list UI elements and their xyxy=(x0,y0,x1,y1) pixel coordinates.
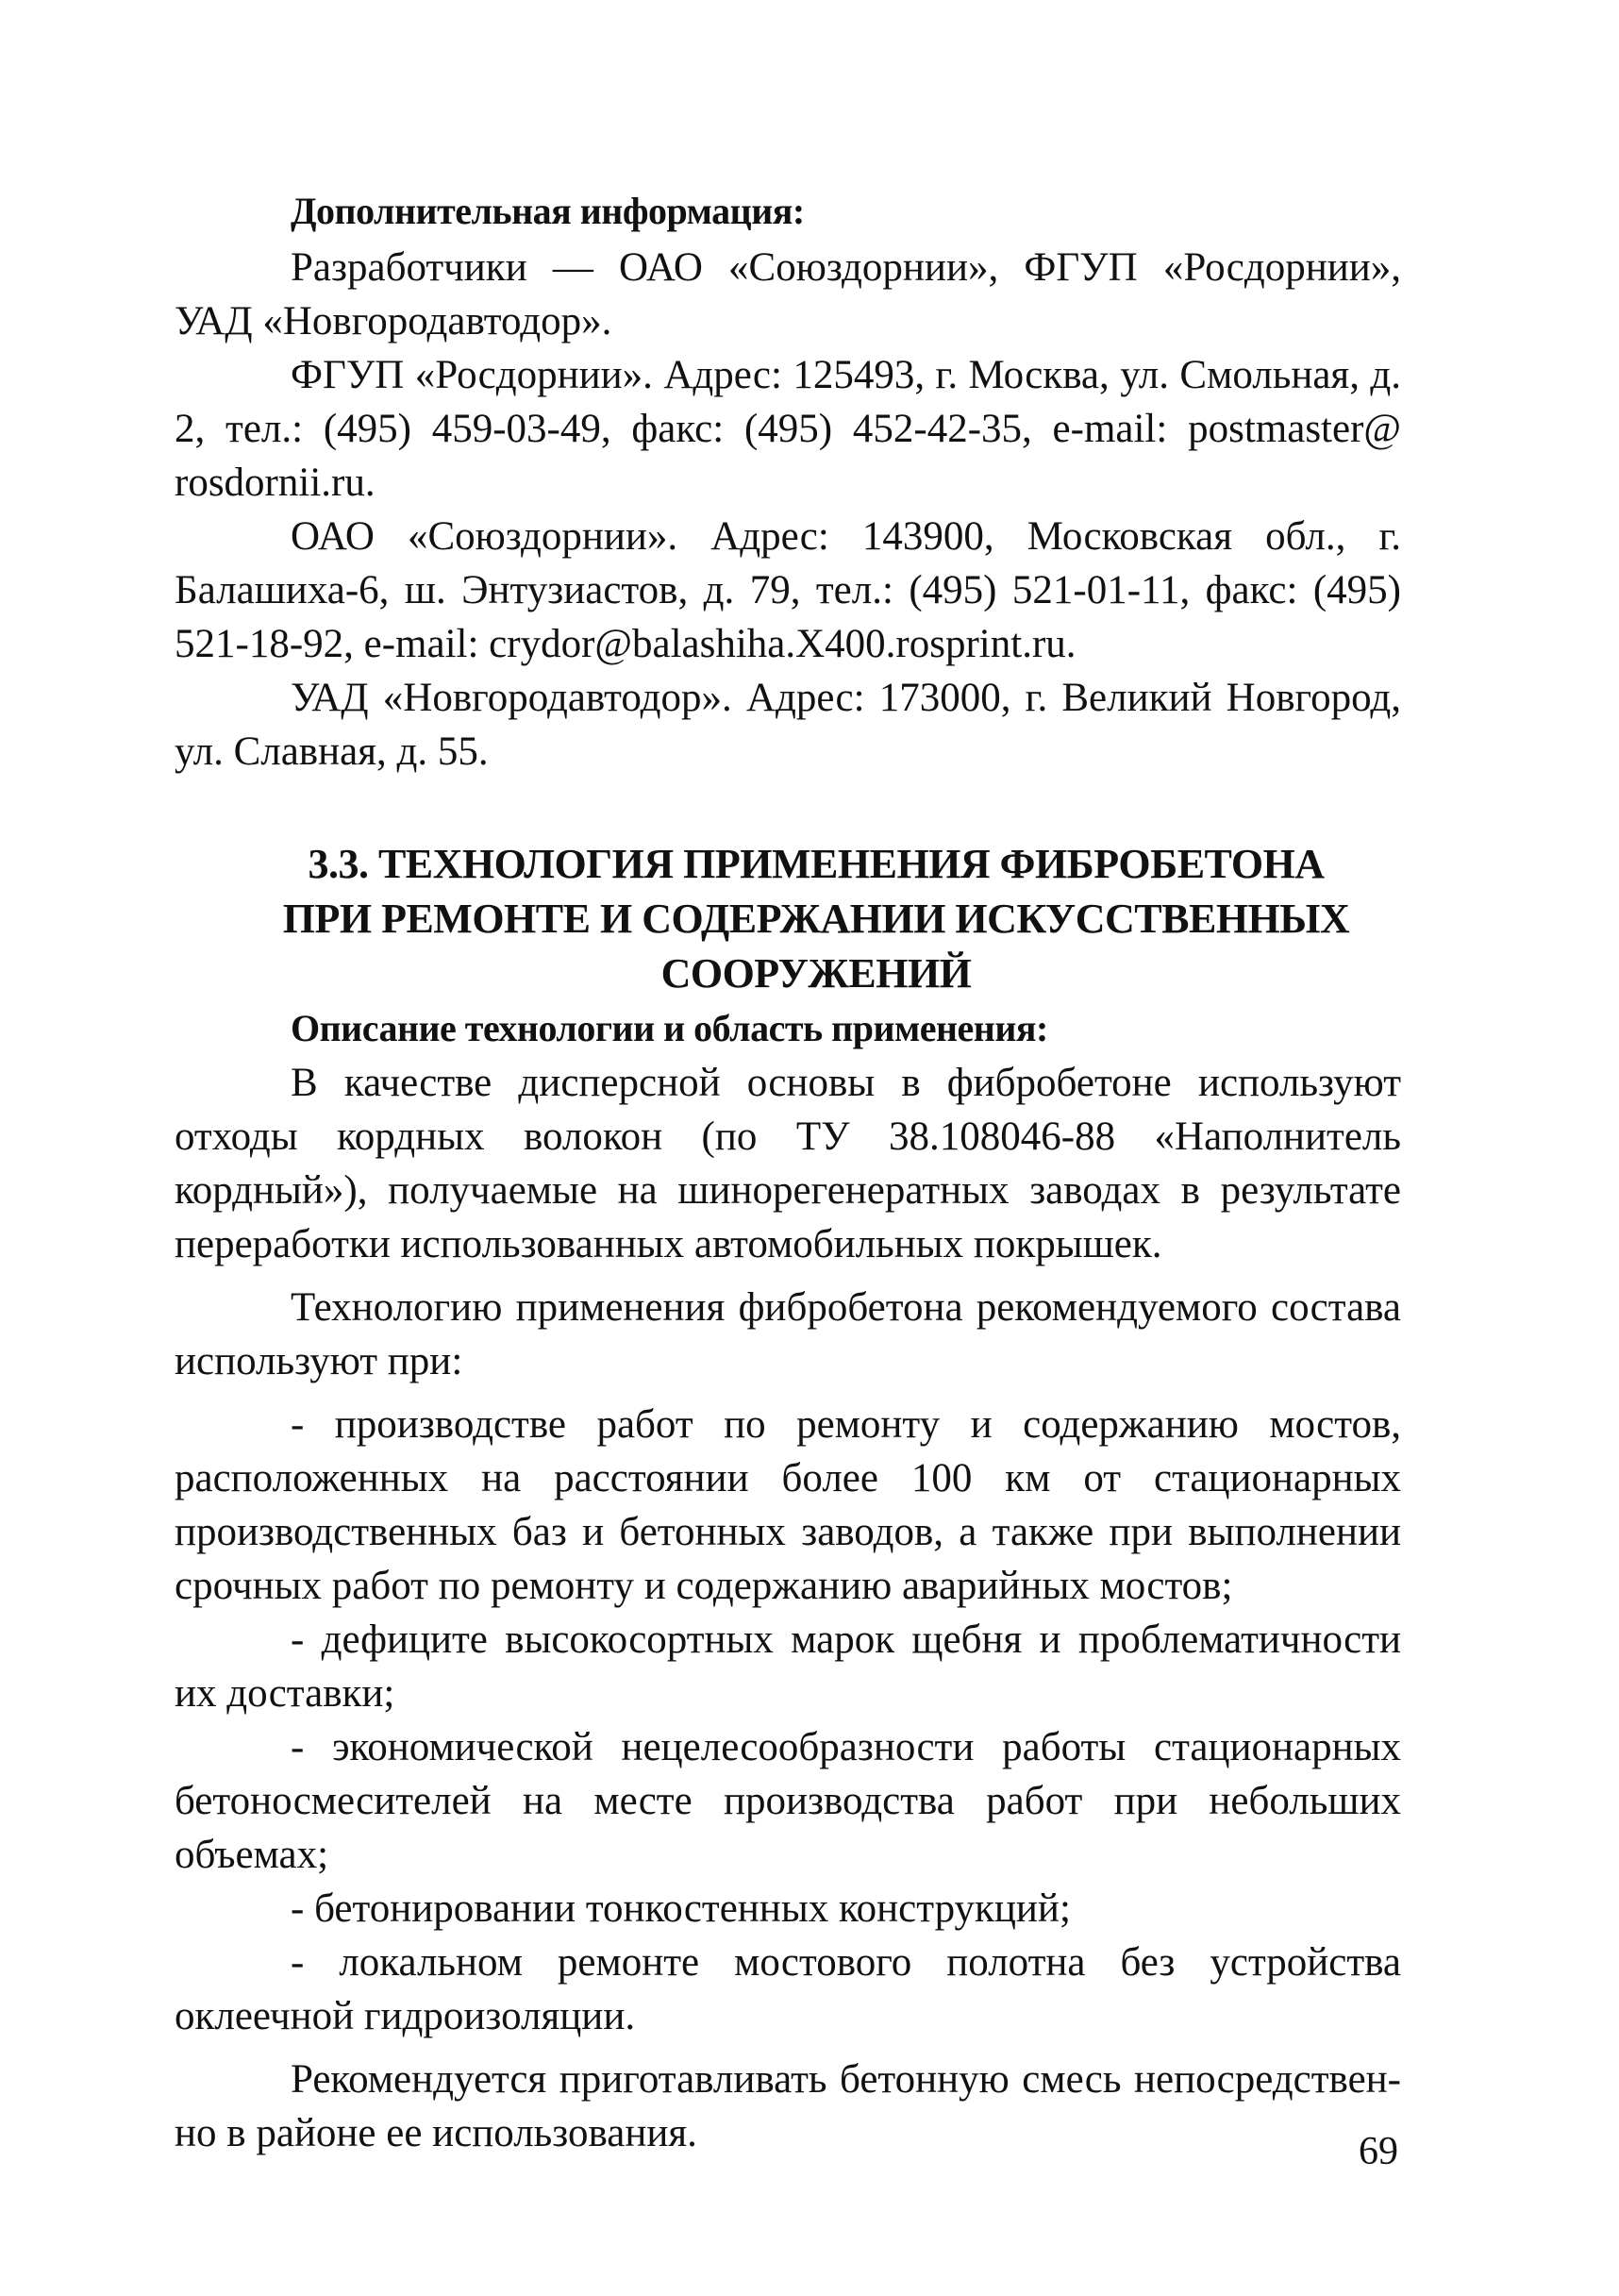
dispersed-basis-paragraph: В качестве дисперсной основы в фибробетоне используют отходы кордных волокон (по ТУ 38.108046-88 «Наполнитель кордный»), получаемые на шинорегенератных заводах в результате переработки использованных автомобильных покрышек. xyxy=(175,1061,1401,1266)
section-title xyxy=(175,837,1401,1001)
page-number: 69 xyxy=(1359,2130,1398,2173)
list-item: - локальном ремонте мостового полотна без устройства оклеечной гидроизоляции. xyxy=(175,1940,1401,2038)
section-title-line: ПРИ РЕМОНТЕ И СОДЕРЖАНИИ ИСКУССТВЕННЫХ xyxy=(282,896,1350,942)
page-content xyxy=(175,184,1401,2160)
soyuzdornii-address-paragraph: ОАО «Союздорнии». Адрес: 143900, Московская обл., г. Балашиха-6, ш. Энтузиастов, д. 79, тел.: (495) 521-01-11, факс: (495) 521-18-92, e-mail: crydor@balashiha.X400.rosprint.ru. xyxy=(175,514,1401,666)
developers-paragraph: Разработчики — ОАО «Союздорнии», ФГУП «Росдорнии», УАД «Новгородавтодор». xyxy=(175,245,1401,344)
list-item: - бетонировании тонкостенных конструкций; xyxy=(291,1886,1071,1931)
novgorodavtodor-address-paragraph: УАД «Новгородавтодор». Адрес: 173000, г. Великий Новгород, ул. Славная, д. 55. xyxy=(175,676,1401,774)
list-item: - экономической нецелесообразности работы стационарных бетоносмесителей на месте производства работ при небольших объемах; xyxy=(175,1725,1401,1877)
additional-info-heading: Дополнительная информация: xyxy=(291,190,805,232)
technology-description-heading: Описание технологии и область применения: xyxy=(291,1007,1048,1049)
list-item: - дефиците высокосортных марок щебня и проблематичности их доставки; xyxy=(175,1617,1401,1716)
usage-intro-paragraph: Технологию применения фибробетона рекомендуемого состава используют при: xyxy=(175,1285,1401,1383)
rosdornii-address-paragraph: ФГУП «Росдорнии». Адрес: 125493, г. Москва, ул. Смольная, д. 2, тел.: (495) 459-03-49, факс: (495) 452-42-35, e-mail: postmaster@ rosdornii.ru. xyxy=(175,353,1401,505)
section-title-line: СООРУЖЕНИЙ xyxy=(660,950,972,997)
section-title-line: 3.3. ТЕХНОЛОГИЯ ПРИМЕНЕНИЯ ФИБРОБЕТОНА xyxy=(308,841,1325,887)
list-item: - производстве работ по ремонту и содержанию мостов, расположенных на расстоянии более 100 км от стационарных производственных баз и бетонных заводов, а также при выполнении срочных работ по ремонту и содержанию аварийных мостов; xyxy=(175,1402,1401,1608)
recommendation-paragraph: Рекомендуется приготавливать бетонную смесь непосредственно в районе ее использования. xyxy=(175,2057,1401,2155)
